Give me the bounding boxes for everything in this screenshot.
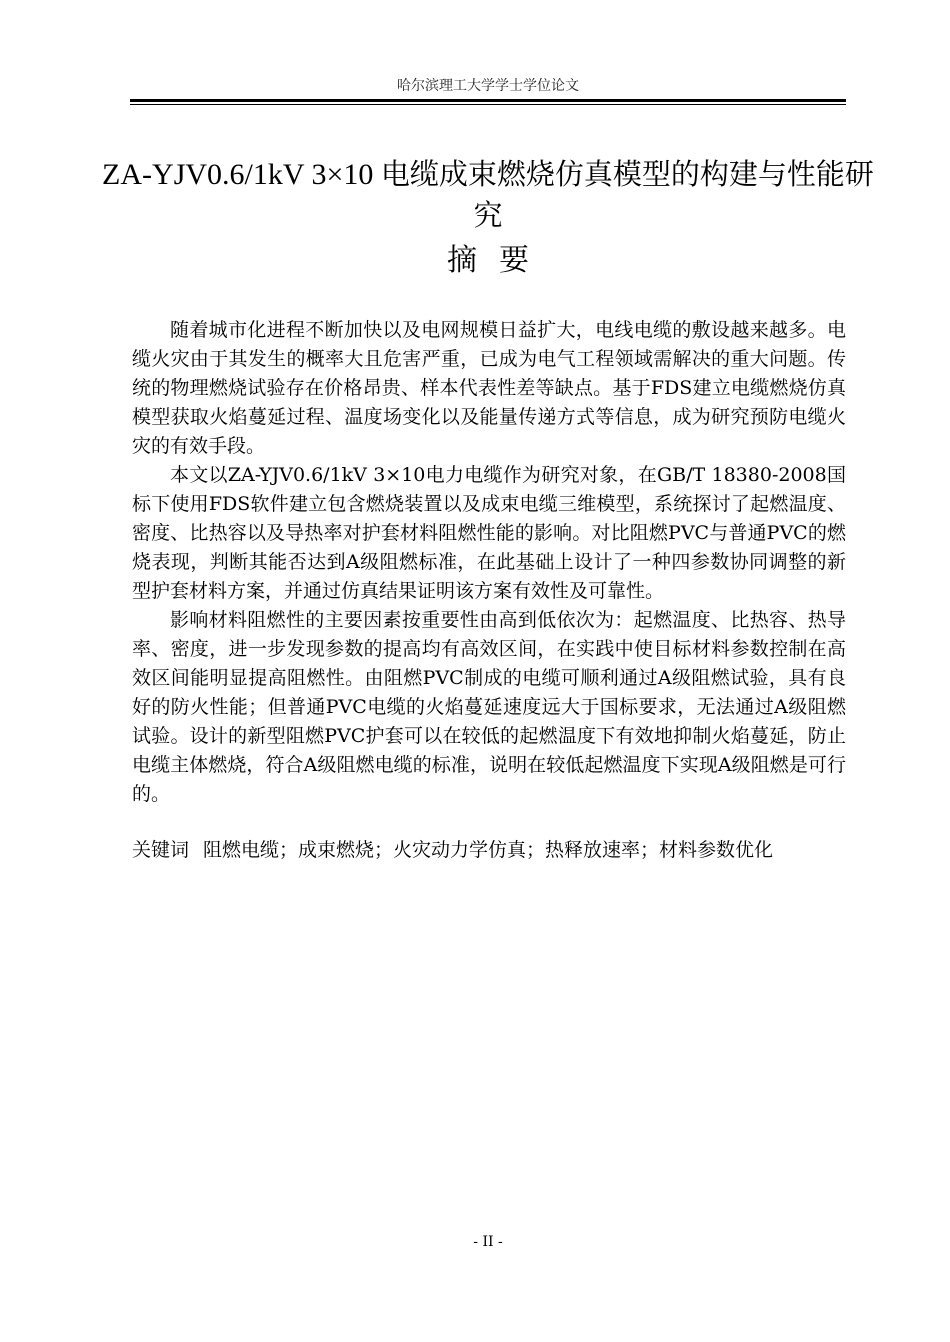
abstract-paragraph: 影响材料阻燃性的主要因素按重要性由高到低依次为：起燃温度、比热容、热导率、密度，进一步发现参数的提高均有高效区间，在实践中使目标材料参数控制在高效区间能明显提高阻燃性。由阻燃PVC制成的电缆可顺利通过A级阻燃试验，具有良好的防火性能；但普通PVC电缆的火焰蔓延速度远大于国标要求，无法通过A级阻燃试验。设计的新型阻燃PVC护套可以在较低的起燃温度下有效地抑制火焰蔓延，防止电缆主体燃烧，符合A级阻燃电缆的标准，说明在较低起燃温度下实现A级阻燃是可行的。 [132, 609, 846, 805]
header-rule-thin [130, 104, 846, 105]
keywords-values: 阻燃电缆；成束燃烧；火灾动力学仿真；热释放速率；材料参数优化 [203, 839, 774, 861]
abstract-paragraph: 随着城市化进程不断加快以及电网规模日益扩大，电线电缆的敷设越来越多。电缆火灾由于其发生的概率大且危害严重，已成为电气工程领域需解决的重大问题。传统的物理燃烧试验存在价格昂贵、样本代表性差等缺点。基于FDS建立电缆燃烧仿真模型获取火焰蔓延过程、温度场变化以及能量传递方式等信息，成为研究预防电缆火灾的有效手段。 [132, 319, 846, 457]
title-latin-part: ZA-YJV0.6/1kV 3×10 [102, 158, 381, 191]
title-chinese-part: 电缆成束燃烧仿真模型的构建与性能研究 [380, 157, 874, 232]
header-rule-thick [130, 99, 846, 102]
thesis-title [100, 154, 876, 235]
page-number: - II - [473, 1234, 503, 1250]
abstract-body [132, 316, 846, 809]
keywords-label: 关键词 [132, 839, 190, 861]
abstract-paragraph: 本文以ZA-YJV0.6/1kV 3×10电力电缆作为研究对象，在GB/T 18380-2008国标下使用FDS软件建立包含燃烧装置以及成束电缆三维模型，系统探讨了起燃温度、密度、比热容以及导热率对护套材料阻燃性能的影响。对比阻燃PVC与普通PVC的燃烧表现，判断其能否达到A级阻燃标准，在此基础上设计了一种四参数协同调整的新型护套材料方案，并通过仿真结果证明该方案有效性及可靠性。 [132, 464, 846, 602]
keywords-block [132, 836, 846, 865]
abstract-heading: 摘要 [447, 243, 551, 278]
running-header: 哈尔滨理工大学学士学位论文 [397, 78, 579, 94]
